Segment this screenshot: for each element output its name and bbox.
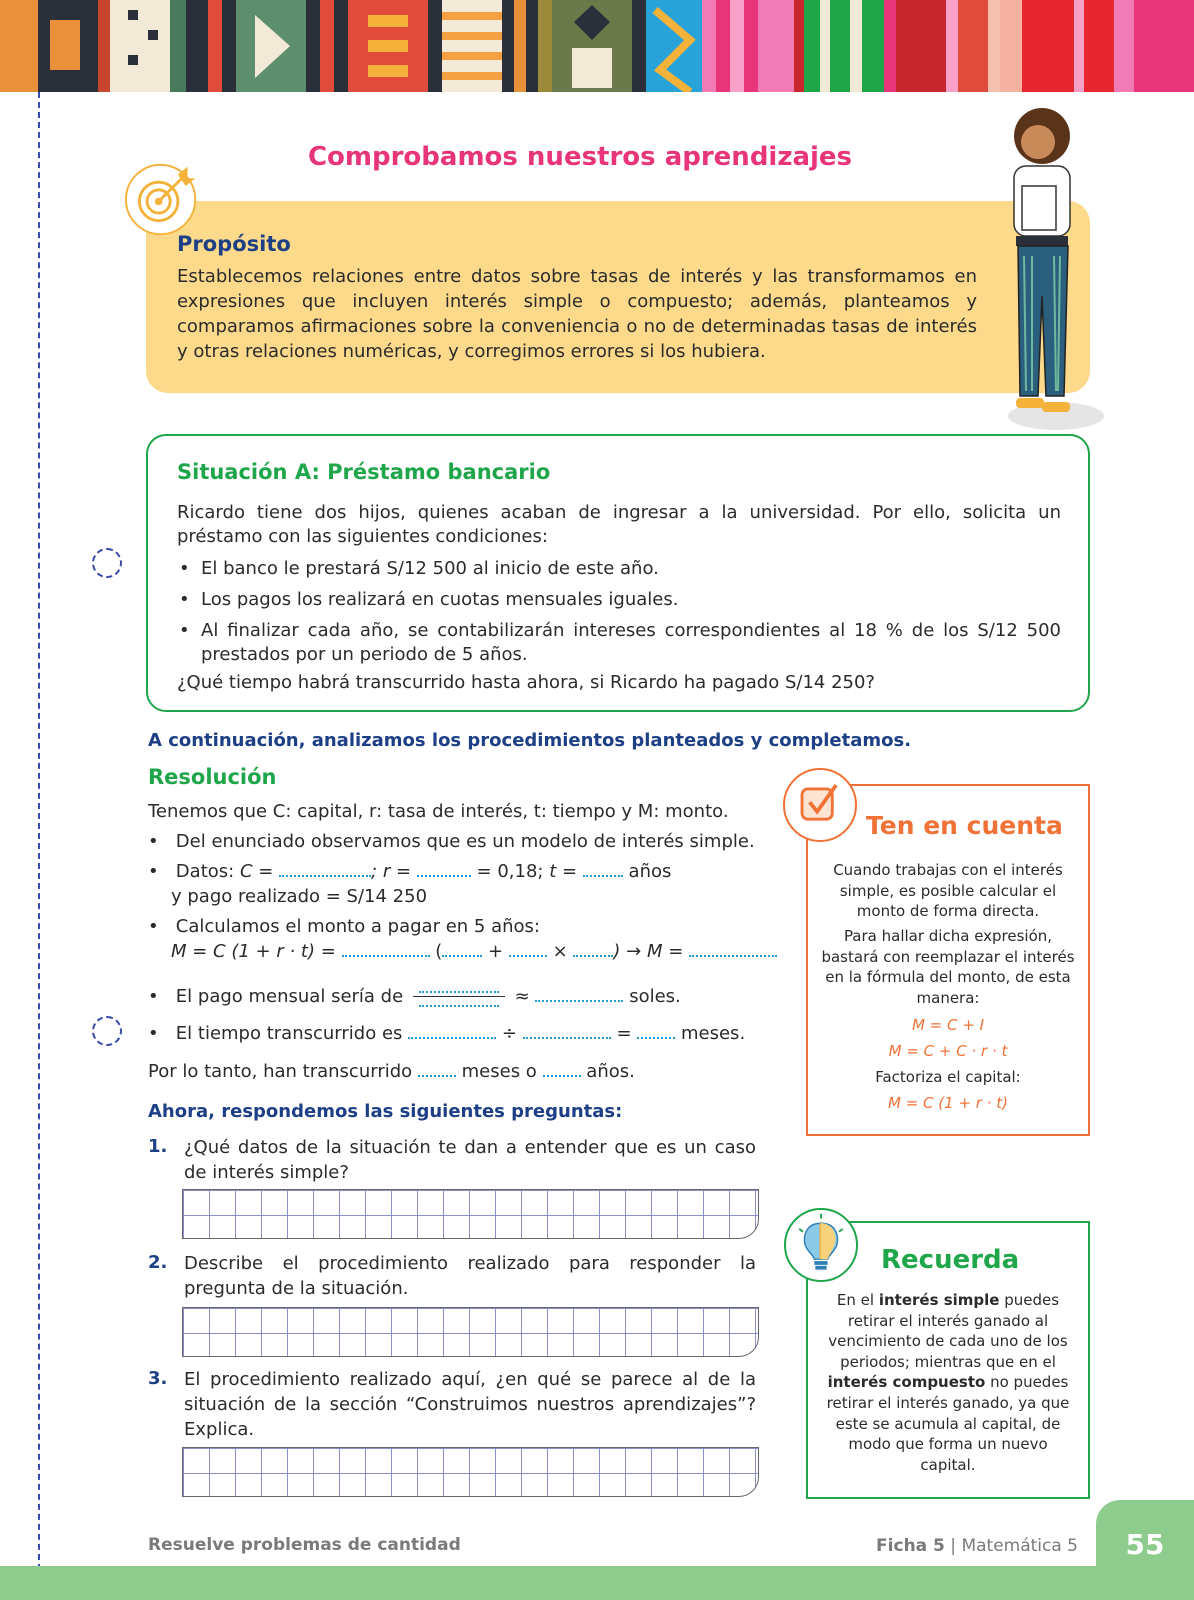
- time-blank[interactable]: [583, 861, 623, 877]
- conclusion-text: años.: [586, 1061, 635, 1082]
- questions-title: Ahora, respondemos las siguientes preguntas:: [148, 1101, 623, 1122]
- soles-unit: soles.: [629, 986, 681, 1007]
- remember-text-part: puedes retirar el interés ganado al vencimiento de cada uno de los periodos; mientras que en el: [828, 1291, 1068, 1371]
- conclusion-years-blank[interactable]: [543, 1061, 581, 1077]
- bullet-monthly-payment: • El pago mensual sería de ≈ soles.: [148, 983, 681, 1011]
- answer-grid[interactable]: [182, 1447, 759, 1497]
- bullet-text: Del enunciado observamos que es un modelo de interés simple.: [175, 831, 755, 852]
- tip-paragraph: Para hallar dicha expresión, bastará con reemplazar el interés en la fórmula del monto, de esta manera:: [821, 927, 1075, 1007]
- purpose-title: Propósito: [177, 232, 291, 256]
- bullet-text: El pago mensual sería de: [175, 986, 404, 1007]
- question-number: 1.: [148, 1136, 168, 1157]
- remember-text-part: no puedes retirar el interés ganado, ya que este se acumula al capital, de modo que forma un nuevo capital.: [826, 1373, 1070, 1474]
- amount-formula-line: [171, 940, 777, 964]
- bullet-elapsed-time: • El tiempo transcurrido es ÷ = meses.: [148, 1023, 746, 1044]
- conclusion-line: [148, 1060, 635, 1084]
- textile-pattern-banner: [0, 0, 1194, 92]
- situation-conditions: [177, 557, 1061, 674]
- rate-label: ; r =: [371, 861, 412, 882]
- page-number: 55: [1125, 1528, 1165, 1561]
- monthly-payment-blank[interactable]: [535, 986, 623, 1002]
- binder-hole-marker: [92, 548, 122, 578]
- tip-formula: M = C + C · r · t: [888, 1042, 1008, 1060]
- situation-intro: Ricardo tiene dos hijos, quienes acaban de ingresar a la universidad. Por ello, solicita un préstamo con las siguientes condiciones:: [177, 502, 1061, 547]
- analysis-intro: A continuación, analizamos los procedimientos planteados y completamos.: [148, 730, 912, 751]
- variables-definition: Tenemos que C: capital, r: tasa de interés, t: tiempo y M: monto.: [148, 801, 729, 822]
- remember-bold: interés simple: [878, 1291, 1000, 1309]
- approx-sign: ≈: [514, 986, 530, 1007]
- payment-made: y pago realizado = S/14 250: [171, 886, 428, 907]
- tip-paragraph: Factoriza el capital:: [875, 1068, 1021, 1086]
- brain-lightbulb-icon: [784, 1208, 858, 1282]
- amount-blank-1[interactable]: [342, 941, 430, 957]
- condition-item: • Los pagos los realizará en cuotas mensuales iguales.: [177, 588, 1061, 612]
- equals-sign: =: [616, 1023, 632, 1044]
- capital-label: C =: [239, 861, 274, 882]
- tip-title: Ten en cuenta: [866, 811, 1063, 840]
- bullet-simple-interest: • Del enunciado observamos que es un modelo de interés simple.: [148, 831, 755, 852]
- paren-open: (: [435, 941, 443, 962]
- elapsed-blank-3[interactable]: [637, 1023, 675, 1039]
- question-text: ¿Qué datos de la situación te dan a entender que es un caso de interés simple?: [184, 1137, 756, 1183]
- question-text: Describe el procedimiento realizado para responder la pregunta de la situación.: [184, 1253, 756, 1299]
- footer-separator: |: [950, 1536, 957, 1556]
- bullet-text: Calculamos el monto a pagar en 5 años:: [175, 916, 540, 937]
- amount-blank-2[interactable]: [442, 941, 482, 957]
- answer-grid[interactable]: [182, 1189, 759, 1239]
- bullet-text: El tiempo transcurrido es: [175, 1023, 403, 1044]
- checklist-icon: [783, 768, 857, 842]
- purpose-text: Establecemos relaciones entre datos sobre tasas de interés y las transformamos en expresiones que incluyen interés simple o compuesto; además, planteamos y comparamos afirmaciones sobre la conveniencia o no de determinadas tasas de interés y otras relaciones numéricas, y corregimos errores si los hubiera.: [177, 266, 977, 362]
- data-label: Datos:: [175, 861, 235, 882]
- ficha-label: Ficha 5: [876, 1536, 945, 1556]
- monthly-payment-fraction[interactable]: [413, 983, 505, 1011]
- elapsed-blank-1[interactable]: [408, 1023, 496, 1039]
- months-unit: meses.: [681, 1023, 746, 1044]
- binder-hole-marker: [92, 1016, 122, 1046]
- years-unit: años: [628, 861, 672, 882]
- times-sign: ×: [552, 941, 568, 962]
- question-text: El procedimiento realizado aquí, ¿en qué se parece al de la situación de la sección “Construimos nuestros aprendizajes”? Explica.: [184, 1369, 756, 1440]
- remember-bold: interés compuesto: [827, 1373, 986, 1392]
- student-illustration: [996, 106, 1106, 436]
- conclusion-text: meses o: [461, 1061, 537, 1082]
- footer-bar: [0, 1566, 1194, 1600]
- footer-subject: Matemática 5: [961, 1536, 1078, 1556]
- tip-paragraph: Cuando trabajas con el interés simple, es posible calcular el monto de forma directa.: [833, 861, 1063, 920]
- question-number: 3.: [148, 1368, 168, 1389]
- tip-formula: M = C (1 + r · t): [888, 1094, 1008, 1112]
- capital-blank[interactable]: [279, 861, 371, 877]
- remember-text-part: En el: [836, 1291, 879, 1309]
- answer-grid[interactable]: [182, 1307, 759, 1357]
- time-label: t =: [549, 861, 578, 882]
- condition-item: • El banco le prestará S/12 500 al inicio de este año.: [177, 557, 1061, 581]
- rate-blank[interactable]: [417, 861, 471, 877]
- resolution-title: Resolución: [148, 765, 277, 789]
- bullet-data: • Datos: C = ; r = = 0,18; t = años: [148, 861, 672, 882]
- remember-title: Recuerda: [881, 1245, 1020, 1275]
- plus-sign: +: [488, 941, 504, 962]
- amount-formula: M = C (1 + r · t) =: [171, 941, 336, 962]
- remember-text: [820, 1290, 1076, 1475]
- elapsed-blank-2[interactable]: [523, 1023, 611, 1039]
- conclusion-months-blank[interactable]: [418, 1061, 456, 1077]
- divide-sign: ÷: [501, 1023, 517, 1044]
- footer-ficha: [876, 1536, 1078, 1556]
- amount-blank-5[interactable]: [689, 941, 777, 957]
- bullet-calc-amount: • Calculamos el monto a pagar en 5 años:: [148, 916, 540, 937]
- rate-value: = 0,18;: [476, 861, 544, 882]
- situation-title: Situación A: Préstamo bancario: [177, 460, 551, 484]
- target-icon: [124, 161, 201, 238]
- amount-blank-4[interactable]: [573, 941, 613, 957]
- footer-competency: Resuelve problemas de cantidad: [148, 1535, 461, 1555]
- amount-result-label: ) → M =: [613, 941, 684, 962]
- page-title: Comprobamos nuestros aprendizajes: [307, 142, 853, 172]
- margin-dotted-line: [38, 92, 40, 1600]
- amount-blank-3[interactable]: [509, 941, 547, 957]
- question-number: 2.: [148, 1252, 168, 1273]
- situation-question: ¿Qué tiempo habrá transcurrido hasta ahora, si Ricardo ha pagado S/14 250?: [177, 672, 875, 693]
- condition-item: • Al finalizar cada año, se contabilizarán intereses correspondientes al 18 % de los S/12 500 prestados por un periodo de 5 años.: [177, 619, 1061, 667]
- conclusion-text: Por lo tanto, han transcurrido: [148, 1061, 413, 1082]
- tip-formula: M = C + I: [911, 1016, 985, 1034]
